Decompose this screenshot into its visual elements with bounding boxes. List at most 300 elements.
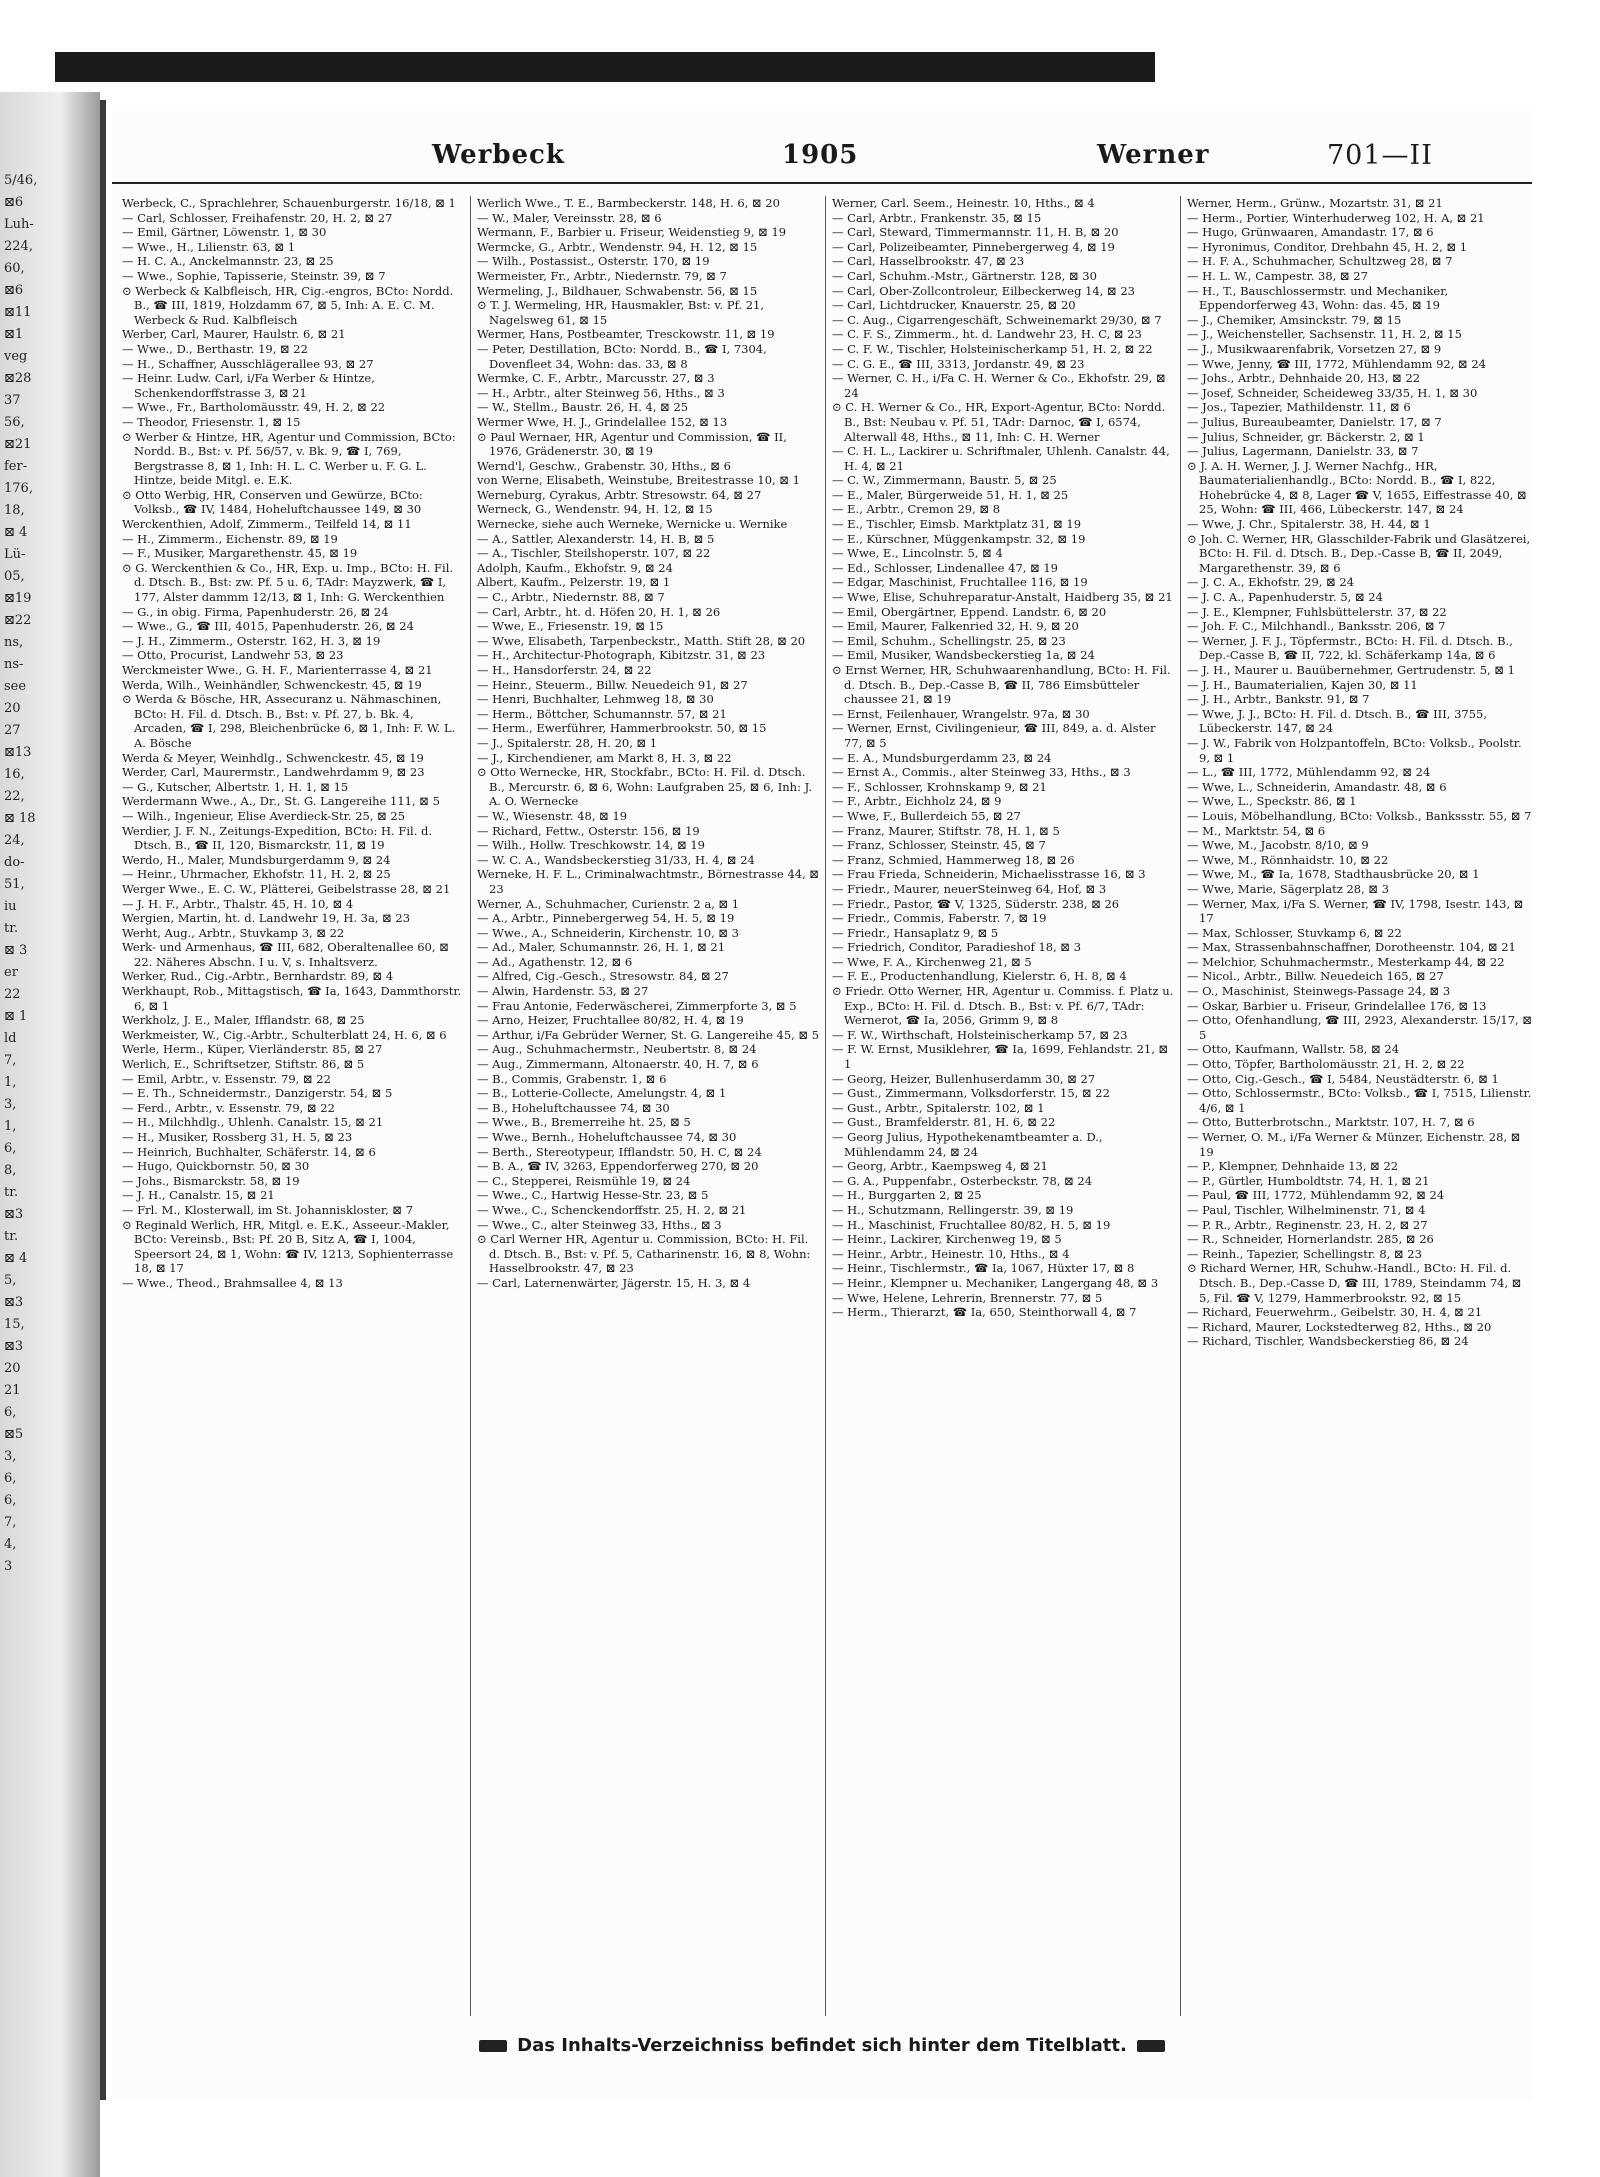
directory-entry: — Alwin, Hardenstr. 53, ⊠ 27 [477,984,649,999]
fragment-line: 21 [4,1383,21,1398]
fragment-line: fer- [4,459,28,474]
fragment-line: ⊠13 [4,745,32,760]
directory-entry: Werkholz, J. E., Maler, Ifflandstr. 68, ⊠ 25 [122,1013,365,1028]
fragment-line: 176, [4,481,33,496]
directory-entry: — Georg, Heizer, Bullenhuserdamm 30, ⊠ 27 [832,1071,1096,1086]
directory-entry: — Arthur, i/Fa Gebrüder Werner, St. G. Langereihe 45, ⊠ 5 [477,1027,820,1042]
directory-entry: ⊙ Paul Wernaer, HR, Agentur und Commission, ☎ II, 1976, Grädenerstr. 30, ⊠ 19 [477,429,787,459]
directory-entry: — H., Musiker, Rossberg 31, H. 5, ⊠ 23 [122,1130,353,1144]
directory-entry: — P. R., Arbtr., Reginenstr. 23, H. 2, ⊠ 27 [1187,1217,1428,1232]
directory-entry: — Emil, Schuhm., Schellingstr. 25, ⊠ 23 [832,633,1066,648]
directory-entry: — Johs., Bismarckstr. 58, ⊠ 19 [122,1173,300,1188]
directory-entry: — Wwe, Helene, Lehrerin, Brennerstr. 77, ⊠ 5 [832,1290,1103,1305]
directory-entry: — Julius, Bureaubeamter, Danielstr. 17, ⊠ 7 [1187,414,1442,429]
directory-entry: — Arno, Heizer, Fruchtallee 80/82, H. 4, ⊠ 19 [477,1013,744,1028]
header-first-name: Werbeck [432,140,565,170]
directory-entry: — Heinr., Steuerm., Billw. Neuedeich 91, ⊠ 27 [477,677,748,692]
directory-entry: — Wwe., B., Bremerreihe ht. 25, ⊠ 5 [477,1115,691,1130]
directory-entry: — H., Schaffner, Ausschlägerallee 93, ⊠ 27 [122,356,374,371]
directory-entry: — Oskar, Barbier u. Friseur, Grindelallee 176, ⊠ 13 [1187,998,1487,1013]
directory-entry: — F. E., Productenhandlung, Kielerstr. 6, H. 8, ⊠ 4 [832,969,1127,984]
directory-entry: — Wwe., Theod., Brahmsallee 4, ⊠ 13 [122,1275,343,1290]
directory-entry: ⊙ J. A. H. Werner, J. J. Werner Nachfg., HR, Baumaterialienhandlg., BCto: Nordd. B., ☎ I, 822, Hohebrücke 4, ⊠ 8, Lager ☎ V, 1655, Eiffestrasse 40, ⊠ 25, Wohn: ☎ III, 466, Lübeckerstr. 147, ⊠ 24 [1187,458,1527,517]
directory-entry: — Heinr., Lackirer, Kirchenweg 19, ⊠ 5 [832,1232,1062,1247]
directory-entry: — Werner, Max, i/Fa S. Werner, ☎ IV, 1798, Isestr. 143, ⊠ 17 [1187,896,1524,926]
directory-entry: — Franz, Maurer, Stiftstr. 78, H. 1, ⊠ 5 [832,823,1060,838]
directory-entry: Werker, Rud., Cig.-Arbtr., Bernhardstr. 89, ⊠ 4 [122,969,394,984]
column-divider [470,196,471,2016]
directory-entry: — Gust., Zimmermann, Volksdorferstr. 15, ⊠ 22 [832,1086,1110,1101]
directory-entry: — G., Kutscher, Albertstr. 1, H. 1, ⊠ 15 [122,779,349,794]
directory-entry: — C. F. S., Zimmerm., ht. d. Landwehr 23, H. C, ⊠ 23 [832,327,1142,342]
directory-entry: — C. W., Zimmermann, Baustr. 5, ⊠ 25 [832,473,1057,488]
directory-entry: — E. Th., Schneidermstr., Danzigerstr. 54, ⊠ 5 [122,1086,393,1101]
fragment-line: ld [4,1031,17,1046]
fragment-line: 16, [4,767,25,782]
directory-entry: — Carl, Ober-Zollcontroleur, Eilbeckerweg 14, ⊠ 23 [832,283,1135,298]
directory-entry: Wernd'l, Geschw., Grabenstr. 30, Hths., ⊠ 6 [477,458,731,473]
directory-entry: ⊙ Otto Werbig, HR, Conserven und Gewürze, BCto: Volksb., ☎ IV, 1484, Hoheluftchaussee 149, ⊠ 30 [122,487,423,517]
directory-entry: — Aug., Zimmermann, Altonaerstr. 40, H. 7, ⊠ 6 [477,1057,759,1072]
directory-entry: — E., Arbtr., Cremon 29, ⊠ 8 [832,502,1001,517]
directory-entry: — H., Architectur-Photograph, Kibitzstr. 31, ⊠ 23 [477,648,766,663]
directory-entry: — Otto, Cig.-Gesch., ☎ I, 5484, Neustädterstr. 6, ⊠ 1 [1187,1071,1499,1086]
directory-entry: — Emil, Maurer, Falkenried 32, H. 9, ⊠ 20 [832,619,1079,634]
directory-entry: — Wwe, E., Friesenstr. 19, ⊠ 15 [477,619,664,634]
directory-entry: Werner, A., Schuhmacher, Curienstr. 2 a, ⊠ 1 [477,896,740,911]
directory-entry: Wermer, Hans, Postbeamter, Tresckowstr. 11, ⊠ 19 [477,327,775,342]
fragment-line: 3 [4,1559,13,1574]
directory-entry: — G., in obig. Firma, Papenhuderstr. 26, ⊠ 24 [122,604,389,619]
fragment-line: ⊠11 [4,305,32,320]
fragment-line: 22 [4,987,21,1002]
fragment-line: 3, [4,1097,17,1112]
directory-entry: — Werner, O. M., i/Fa Werner & Münzer, Eichenstr. 28, ⊠ 19 [1187,1130,1521,1159]
directory-entry: ⊙ Werber & Hintze, HR, Agentur und Commission, BCto: Nordd. B., Bst: v. Pf. 56/57, v. Bk. 9, ☎ I, 769, Bergstrasse 8, ⊠ 1, Inh: H. L. C. Werber u. F. G. L. Hintze, beide Mitgl. e. E.K. [122,429,456,488]
fragment-line: 51, [4,877,25,892]
directory-entry: — Ad., Agathenstr. 12, ⊠ 6 [477,954,633,969]
directory-entry: — Emil, Arbtr., v. Essenstr. 79, ⊠ 22 [122,1071,331,1086]
directory-entry: — Joh. F. C., Milchhandl., Banksstr. 206, ⊠ 7 [1187,619,1446,634]
directory-entry: — Carl, Steward, Timmermannstr. 11, H. B, ⊠ 20 [832,225,1119,240]
directory-entry: Werneke, H. F. L., Criminalwachtmstr., Börnestrasse 44, ⊠ 23 [477,867,820,896]
directory-entry: — Wwe, E., Lincolnstr. 5, ⊠ 4 [832,546,1003,561]
directory-entry: — C. F. W., Tischler, Holsteinischerkamp 51, H. 2, ⊠ 22 [832,341,1153,356]
page-header [112,140,1532,180]
directory-entry: — Otto, Butterbrotschn., Marktstr. 107, H. 7, ⊠ 6 [1187,1115,1475,1130]
directory-entry: — Georg, Arbtr., Kaempsweg 4, ⊠ 21 [832,1159,1048,1174]
directory-entry: — B., Commis, Grabenstr. 1, ⊠ 6 [477,1071,667,1086]
directory-entry: — Werner, C. H., i/Fa C. H. Werner & Co., Ekhofstr. 29, ⊠ 24 [832,371,1166,400]
directory-entry: — Herm., Ewerführer, Hammerbrookstr. 50, ⊠ 15 [477,721,767,736]
directory-entry: — Berth., Stereotypeur, Ifflandstr. 50, H. C, ⊠ 24 [477,1144,762,1159]
directory-entry: — Werner, Ernst, Civilingenieur, ☎ III, 849, a. d. Alster 77, ⊠ 5 [832,721,1156,750]
directory-entry: — Franz, Schmied, Hammerweg 18, ⊠ 26 [832,852,1075,867]
directory-entry: — Otto, Ofenhandlung, ☎ III, 2923, Alexanderstr. 15/17, ⊠ 5 [1187,1013,1532,1042]
directory-entry: — Julius, Lagermann, Danielstr. 33, ⊠ 7 [1187,444,1419,459]
directory-entry: — E. A., Mundsburgerdamm 23, ⊠ 24 [832,750,1052,765]
directory-entry: Werkmeister, W., Cig.-Arbtr., Schulterblatt 24, H. 6, ⊠ 6 [122,1027,447,1042]
fragment-line: 18, [4,503,25,518]
directory-entry: — Friedr., Pastor, ☎ V, 1325, Süderstr. 238, ⊠ 26 [832,896,1120,911]
directory-entry: — Wwe, Elise, Schuhreparatur-Anstalt, Haidberg 35, ⊠ 21 [832,590,1173,605]
fragment-line: do- [4,855,25,870]
directory-entry: — Wwe, J. Chr., Spitalerstr. 38, H. 44, ⊠ 1 [1187,517,1431,532]
directory-entry: — Heinr., Klempner u. Mechaniker, Langergang 48, ⊠ 3 [832,1275,1159,1290]
fragment-line: er [4,965,18,980]
directory-entry: — J. H., Canalstr. 15, ⊠ 21 [122,1188,275,1203]
column-divider [1180,196,1181,2016]
directory-entry: — Hyronimus, Conditor, Drehbahn 45, H. 2, ⊠ 1 [1187,239,1468,254]
directory-entry: — C. H. L., Lackirer u. Schriftmaler, Uhlenh. Canalstr. 44, H. 4, ⊠ 21 [832,444,1170,473]
directory-entry: — Heinrich, Buchhalter, Schäferstr. 14, ⊠ 6 [122,1144,376,1159]
directory-entry: — L., ☎ III, 1772, Mühlendamm 92, ⊠ 24 [1187,765,1431,780]
directory-entry: — Friedr., Hansaplatz 9, ⊠ 5 [832,925,999,940]
directory-entry: — J. H., Baumaterialien, Kajen 30, ⊠ 11 [1187,677,1418,692]
directory-entry: ⊙ C. H. Werner & Co., HR, Export-Agentur, BCto: Nordd. B., Bst: Neubau v. Pf. 51, TAdr: Darnoc, ☎ I, 6574, Alterwall 48, Hths., ⊠ 11, Inh: C. H. Werner [832,400,1166,444]
directory-entry: — Wwe, J. J., BCto: H. Fil. d. Dtsch. B., ☎ III, 3755, Lübeckerstr. 147, ⊠ 24 [1187,706,1488,736]
fragment-line: 24, [4,833,25,848]
directory-entry: — E., Kürschner, Müggenkampstr. 32, ⊠ 19 [832,531,1086,546]
directory-entry: — Emil, Obergärtner, Eppend. Landstr. 6, ⊠ 20 [832,604,1107,619]
directory-entry: — B., Lotterie-Collecte, Amelungstr. 4, ⊠ 1 [477,1086,727,1101]
directory-entry: — H., Arbtr., alter Steinweg 56, Hths., ⊠ 3 [477,385,725,400]
directory-entry: — F. W. Ernst, Musiklehrer, ☎ Ia, 1699, Fehlandstr. 21, ⊠ 1 [832,1042,1169,1072]
directory-entry: — Heinr., Arbtr., Heinestr. 10, Hths., ⊠ 4 [832,1246,1070,1261]
fragment-line: tr. [4,1185,19,1200]
directory-entry: Werneck, G., Wendenstr. 94, H. 12, ⊠ 15 [477,502,713,517]
directory-entry: — Julius, Schneider, gr. Bäckerstr. 2, ⊠ 1 [1187,429,1425,444]
directory-entry: — H., Schutzmann, Rellingerstr. 39, ⊠ 19 [832,1202,1074,1217]
column-divider [825,196,826,2016]
pointing-hand-icon [479,2040,507,2052]
directory-entry: — J., Chemiker, Amsinckstr. 79, ⊠ 15 [1187,312,1402,327]
directory-entry: — F., Schlosser, Krohnskamp 9, ⊠ 21 [832,779,1047,794]
directory-entry: — H. F. A., Schuhmacher, Schultzweg 28, ⊠ 7 [1187,254,1453,269]
fragment-line: 6, [4,1405,17,1420]
directory-entry: Werneburg, Cyrakus, Arbtr. Stresowstr. 64, ⊠ 27 [477,487,762,502]
fragment-line: ⊠19 [4,591,32,606]
directory-entry: — Wwe, M., Rönnhaidstr. 10, ⊠ 22 [1187,852,1389,867]
fragment-line: 20 [4,1361,21,1376]
directory-entry: — A., Arbtr., Pinnebergerweg 54, H. 5, ⊠ 19 [477,911,735,926]
directory-entry: — Ernst A., Commis., alter Steinweg 33, Hths., ⊠ 3 [832,765,1131,780]
directory-entry: — M., Marktstr. 54, ⊠ 6 [1187,823,1326,838]
directory-entry: — Ed., Schlosser, Lindenallee 47, ⊠ 19 [832,560,1059,575]
directory-entry: — Wwe., C., Hartwig Hesse-Str. 23, ⊠ 5 [477,1188,709,1203]
directory-entry: — Peter, Destillation, BCto: Nordd. B., ☎ I, 7304, Dovenfleet 34, Wohn: das. 33, ⊠ 8 [477,341,767,371]
directory-entry: — Wwe., Fr., Bartholomäusstr. 49, H. 2, ⊠ 22 [122,400,386,415]
directory-entry: — Wwe., G., ☎ III, 4015, Papenhuderstr. 26, ⊠ 24 [122,619,414,634]
directory-entry: Albert, Kaufm., Pelzerstr. 19, ⊠ 1 [477,575,671,590]
directory-page [112,110,1532,2100]
directory-entry: — Wwe, L., Speckstr. 86, ⊠ 1 [1187,794,1357,809]
header-year: 1905 [782,140,859,170]
directory-entry: — Carl, Hasselbrookstr. 47, ⊠ 23 [832,254,1025,269]
directory-entry: — Frau Antonie, Federwäscherei, Zimmerpforte 3, ⊠ 5 [477,998,797,1013]
fragment-line: ⊠ 3 [4,943,28,958]
directory-entry: Werlich Wwe., T. E., Barmbeckerstr. 148, H. 6, ⊠ 20 [477,196,780,210]
directory-entry: Werbeck, C., Sprachlehrer, Schauenburgerstr. 16/18, ⊠ 1 [122,196,456,210]
directory-entry: — Louis, Möbelhandlung, BCto: Volksb., Bankssstr. 55, ⊠ 7 [1187,808,1532,823]
directory-entry: — Georg Julius, Hypothekenamtbeamter a. D., Mühlendamm 24, ⊠ 24 [832,1130,1103,1159]
directory-entry: — Carl, Schuhm.-Mstr., Gärtnerstr. 128, ⊠ 30 [832,268,1097,283]
directory-entry: — J. H., Zimmerm., Osterstr. 162, H. 3, ⊠ 19 [122,633,381,648]
directory-entry: — C. Aug., Cigarrengeschäft, Schweinemarkt 29/30, ⊠ 7 [832,312,1162,327]
fragment-line: ⊠21 [4,437,32,452]
fragment-line: ⊠3 [4,1207,24,1222]
pointing-hand-icon [1137,2040,1165,2052]
directory-entry: Wernecke, siehe auch Werneke, Wernicke u. Wernike [477,517,788,532]
directory-entry: — F. W., Wirthschaft, Holsteinischerkamp 57, ⊠ 23 [832,1027,1128,1042]
directory-entry: Werkhaupt, Rob., Mittagstisch, ☎ Ia, 1643, Dammthorstr. 6, ⊠ 1 [122,984,462,1013]
directory-entry: — W., Wiesenstr. 48, ⊠ 19 [477,808,628,823]
directory-entry: — Wwe, Elisabeth, Tarpenbeckstr., Matth. Stift 28, ⊠ 20 [477,633,806,648]
directory-entry: Werdermann Wwe., A., Dr., St. G. Langereihe 111, ⊠ 5 [122,794,440,809]
directory-entry: Wergien, Martin, ht. d. Landwehr 19, H. 3a, ⊠ 23 [122,911,411,926]
directory-entry: Werle, Herm., Küper, Vierländerstr. 85, ⊠ 27 [122,1042,383,1057]
directory-entry: — R., Schneider, Hornerlandstr. 285, ⊠ 26 [1187,1232,1434,1247]
fragment-line: ns, [4,635,24,650]
fragment-line: ⊠22 [4,613,32,628]
directory-entry: — Hugo, Quickbornstr. 50, ⊠ 30 [122,1159,310,1174]
directory-entry: — Josef, Schneider, Scheideweg 33/35, H. 1, ⊠ 30 [1187,385,1478,400]
directory-entry: — Wwe., C., Schenckendorffstr. 25, H. 2, ⊠ 21 [477,1202,747,1217]
directory-entry: — Nicol., Arbtr., Billw. Neuedeich 165, ⊠ 27 [1187,969,1444,984]
header-rule [112,182,1532,184]
fragment-line: 05, [4,569,25,584]
fragment-line: tr. [4,921,19,936]
directory-entry: — Ernst, Feilenhauer, Wrangelstr. 97a, ⊠ 30 [832,706,1090,721]
directory-entry: — Reinh., Tapezier, Schellingstr. 8, ⊠ 23 [1187,1246,1422,1261]
directory-entry: — H., Maschinist, Fruchtallee 80/82, H. 5, ⊠ 19 [832,1217,1111,1232]
column-3 [832,196,1177,2016]
directory-entry: — J., Weichensteller, Sachsenstr. 11, H. 2, ⊠ 15 [1187,327,1462,342]
directory-entry: — Friedrich, Conditor, Paradieshof 18, ⊠ 3 [832,940,1082,955]
directory-entry: ⊙ Otto Wernecke, HR, Stockfabr., BCto: H. Fil. d. Dtsch. B., Mercurstr. 6, ⊠ 6, Wohn: Laufgraben 25, ⊠ 6, Inh: J. A. O. Wernecke [477,765,812,809]
fragment-line: 27 [4,723,21,738]
directory-entry: — Frl. M., Klosterwall, im St. Johanniskloster, ⊠ 7 [122,1202,414,1217]
directory-entry: — Gust., Arbtr., Spitalerstr. 102, ⊠ 1 [832,1100,1045,1115]
fragment-line: ⊠3 [4,1339,24,1354]
directory-entry: — Wwe, L., Schneiderin, Amandastr. 48, ⊠ 6 [1187,779,1447,794]
directory-entry: — J., Musikwaarenfabrik, Vorsetzen 27, ⊠ 9 [1187,341,1442,356]
directory-entry: — Wwe., Bernh., Hoheluftchaussee 74, ⊠ 30 [477,1130,737,1144]
directory-entry: — H. C. A., Anckelmannstr. 23, ⊠ 25 [122,254,334,269]
directory-entry: Werk- und Armenhaus, ☎ III, 682, Oberaltenallee 60, ⊠ 22. Näheres Abschn. I u. V, s. Inhaltsverz. [122,940,449,969]
directory-entry: — Aug., Schuhmachermstr., Neubertstr. 8, ⊠ 24 [477,1042,757,1057]
directory-entry: Wermke, C. F., Arbtr., Marcusstr. 27, ⊠ 3 [477,371,715,386]
fragment-line: 5/46, [4,173,38,188]
directory-entry: — Edgar, Maschinist, Fruchtallee 116, ⊠ 19 [832,575,1088,590]
directory-entry: — Herm., Portier, Winterhuderweg 102, H. A, ⊠ 21 [1187,210,1485,225]
fragment-line: ns- [4,657,24,672]
directory-entry: — H., Milchhdlg., Uhlenh. Canalstr. 15, ⊠ 21 [122,1115,384,1130]
directory-entry: von Werne, Elisabeth, Weinstube, Breitestrasse 10, ⊠ 1 [477,473,800,488]
directory-entry: Werlich, E., Schriftsetzer, Stiftstr. 86, ⊠ 5 [122,1057,365,1072]
fragment-line: 5, [4,1273,17,1288]
fragment-line: ⊠3 [4,1295,24,1310]
directory-entry: — O., Maschinist, Steinwegs-Passage 24, ⊠ 3 [1187,984,1451,999]
directory-entry: — Otto, Procurist, Landwehr 53, ⊠ 23 [122,648,344,663]
fragment-line: ⊠ 4 [4,525,28,540]
directory-entry: ⊙ Werda & Bösche, HR, Assecuranz u. Nähmaschinen, BCto: H. Fil. d. Dtsch. B., Bst: v. Pf. 27, b. Bk. 4, Arcaden, ☎ I, 298, Bleichenbrücke 6, ⊠ 1, Inh: F. W. L. A. Bösche [122,692,456,750]
directory-entry: — A., Tischler, Steilshoperstr. 107, ⊠ 22 [477,546,711,561]
entry-columns [112,196,1532,2016]
directory-entry: — B. A., ☎ IV, 3263, Eppendorferweg 270, ⊠ 20 [477,1159,759,1174]
directory-entry: — Wwe, M., Jacobstr. 8/10, ⊠ 9 [1187,838,1369,853]
fragment-line: 3, [4,1449,17,1464]
directory-entry: Werht, Aug., Arbtr., Stuvkamp 3, ⊠ 22 [122,925,345,940]
fragment-line: ⊠6 [4,283,24,298]
directory-entry: Werda, Wilh., Weinhändler, Schwenckestr. 45, ⊠ 19 [122,677,422,692]
fragment-line: ⊠ 1 [4,1009,28,1024]
directory-entry: — Wwe, Jenny, ☎ III, 1772, Mühlendamm 92, ⊠ 24 [1187,356,1486,371]
directory-entry: — Carl, Laternenwärter, Jägerstr. 15, H. 3, ⊠ 4 [477,1275,751,1290]
directory-entry: — J., Spitalerstr. 28, H. 20, ⊠ 1 [477,735,658,750]
directory-entry: — C., Stepperei, Reismühle 19, ⊠ 24 [477,1173,691,1188]
fragment-line: ⊠5 [4,1427,24,1442]
directory-entry: ⊙ G. Werckenthien & Co., HR, Exp. u. Imp., BCto: H. Fil. d. Dtsch. B., Bst: zw. Pf. 5 u. 6, TAdr: Mayzwerk, ☎ I, 177, Alster dammm 12/13, ⊠ 1, Inh: G. Werckenthien [122,560,454,605]
directory-entry: — Frau Frieda, Schneiderin, Michaelisstrasse 16, ⊠ 3 [832,867,1146,882]
directory-entry: ⊙ Friedr. Otto Werner, HR, Agentur u. Commiss. f. Platz u. Exp., BCto: H. Fil. d. Dtsch. B., Bst: v. Pf. 6/7, TAdr: Wernerot, ☎ Ia, 2056, Grimm 9, ⊠ 8 [832,984,1174,1028]
directory-entry: — J. H., Maurer u. Bauübernehmer, Gertrudenstr. 5, ⊠ 1 [1187,663,1515,677]
directory-entry: — J. H., Arbtr., Bankstr. 91, ⊠ 7 [1187,692,1370,707]
directory-entry: — F., Musiker, Margarethenstr. 45, ⊠ 19 [122,546,358,561]
directory-entry: — Friedr., Commis, Faberstr. 7, ⊠ 19 [832,911,1047,926]
directory-entry: — E., Tischler, Eimsb. Marktplatz 31, ⊠ 19 [832,517,1082,532]
directory-entry: — C. G. E., ☎ III, 3313, Jordanstr. 49, ⊠ 23 [832,356,1085,371]
directory-entry: — Carl, Lichtdrucker, Knauerstr. 25, ⊠ 20 [832,298,1076,313]
directory-entry: — Wilh., Postassist., Osterstr. 170, ⊠ 19 [477,254,710,269]
directory-entry: — Wwe., H., Lilienstr. 63, ⊠ 1 [122,239,296,254]
directory-entry: — Alfred, Cig.-Gesch., Stresowstr. 84, ⊠ 27 [477,969,729,984]
directory-entry: Wermann, F., Barbier u. Friseur, Weidenstieg 9, ⊠ 19 [477,225,787,240]
directory-entry: — A., Sattler, Alexanderstr. 14, H. B, ⊠ 5 [477,531,715,546]
directory-entry: — Wwe, M., ☎ Ia, 1678, Stadthausbrücke 20, ⊠ 1 [1187,867,1480,882]
directory-entry: — Otto, Kaufmann, Wallstr. 58, ⊠ 24 [1187,1042,1400,1057]
directory-entry: — H., Hansdorferstr. 24, ⊠ 22 [477,663,652,677]
directory-entry: — Paul, Tischler, Wilhelminenstr. 71, ⊠ 4 [1187,1202,1426,1217]
directory-entry: — Friedr., Maurer, neuerSteinweg 64, Hof, ⊠ 3 [832,881,1107,896]
footer-note [112,2035,1532,2056]
directory-entry: — Wwe., A., Schneiderin, Kirchenstr. 10, ⊠ 3 [477,925,739,940]
directory-entry: — Theodor, Friesenstr. 1, ⊠ 15 [122,414,301,429]
directory-entry: — W. C. A., Wandsbeckerstieg 31/33, H. 4, ⊠ 24 [477,852,755,867]
directory-entry: Werger Wwe., E. C. W., Plätterei, Geibelstrasse 28, ⊠ 21 [122,881,451,896]
directory-entry: — Ferd., Arbtr., v. Essenstr. 79, ⊠ 22 [122,1100,335,1115]
directory-entry: — F., Arbtr., Eichholz 24, ⊠ 9 [832,794,1002,809]
fragment-line: Luh- [4,217,34,232]
fragment-line: 8, [4,1163,17,1178]
directory-entry: — Richard, Feuerwehrm., Geibelstr. 30, H. 4, ⊠ 21 [1187,1305,1483,1320]
directory-entry: — Henri, Buchhalter, Lehmweg 18, ⊠ 30 [477,692,714,707]
fragment-line: 224, [4,239,33,254]
directory-entry: Werder, Carl, Maurermstr., Landwehrdamm 9, ⊠ 23 [122,765,425,780]
directory-entry: ⊙ Ernst Werner, HR, Schuhwaarenhandlung, BCto: H. Fil. d. Dtsch. B., Dep.-Casse B, ☎ II, 786 Eimsbütteler chaussee 21, ⊠ 19 [832,663,1171,707]
directory-entry: — Ad., Maler, Schumannstr. 26, H. 1, ⊠ 21 [477,940,726,955]
directory-entry: Adolph, Kaufm., Ekhofstr. 9, ⊠ 24 [477,560,673,575]
fragment-line: 15, [4,1317,25,1332]
directory-entry: — Melchior, Schuhmachermstr., Mesterkamp 44, ⊠ 22 [1187,954,1505,969]
directory-entry: — Heinr., Tischlermstr., ☎ Ia, 1067, Hüxter 17, ⊠ 8 [832,1261,1135,1276]
directory-entry: — J. H. F., Arbtr., Thalstr. 45, H. 10, ⊠ 4 [122,896,354,911]
directory-entry: — H., Zimmerm., Eichenstr. 89, ⊠ 19 [122,531,338,546]
directory-entry: — Wwe., C., alter Steinweg 33, Hths., ⊠ 3 [477,1217,722,1232]
directory-entry: — H., Burggarten 2, ⊠ 25 [832,1188,982,1203]
directory-entry: — Carl, Polizeibeamter, Pinnebergerweg 4, ⊠ 19 [832,239,1115,254]
directory-entry: — J. W., Fabrik von Holzpantoffeln, BCto: Volksb., Poolstr. 9, ⊠ 1 [1187,735,1522,765]
page-number: 701—II [1327,140,1433,171]
directory-entry: — Wwe., D., Berthastr. 19, ⊠ 22 [122,341,308,356]
directory-entry: — E., Maler, Bürgerweide 51, H. 1, ⊠ 25 [832,487,1069,502]
directory-entry: — Carl, Arbtr., Frankenstr. 35, ⊠ 15 [832,210,1042,225]
directory-entry: Werda & Meyer, Weinhdlg., Schwenckestr. 45, ⊠ 19 [122,750,424,765]
directory-entry: ⊙ Reginald Werlich, HR, Mitgl. e. E.K., Asseeur.-Makler, BCto: Vereinsb., Bst: Pf. 20 B, Sitz A, ☎ I, 1004, Speersort 24, ⊠ 1, Wohn: ☎ IV, 1213, Sophienterrasse 18, ⊠ 17 [122,1217,454,1276]
fragment-line: ⊠28 [4,371,32,386]
fragment-line: veg [4,349,28,364]
directory-entry: — Carl, Arbtr., ht. d. Höfen 20, H. 1, ⊠ 26 [477,604,721,619]
fragment-line: 1, [4,1119,17,1134]
directory-entry: — W., Stellm., Baustr. 26, H. 4, ⊠ 25 [477,400,689,415]
directory-entry: Werner, Herm., Grünw., Mozartstr. 31, ⊠ 21 [1187,196,1443,210]
fragment-line: 56, [4,415,25,430]
fragment-line: 1, [4,1075,17,1090]
directory-entry: ⊙ Werbeck & Kalbfleisch, HR, Cig.-engros, BCto: Nordd. B., ☎ III, 1819, Holzdamm 67, ⊠ 5, Inh: A. E. C. M. Werbeck & Rud. Kalbfleisch [122,283,454,327]
directory-entry: ⊙ Carl Werner HR, Agentur u. Commission, BCto: H. Fil. d. Dtsch. B., Bst: v. Pf. 5, Catharinenstr. 16, ⊠ 8, Wohn: Hasselbrookstr. 47, ⊠ 23 [477,1232,811,1276]
fragment-line: ⊠ 4 [4,1251,28,1266]
directory-entry: Werdier, J. F. N., Zeitungs-Expedition, BCto: H. Fil. d. Dtsch. B., ☎ II, 120, Bismarckstr. 11, ⊠ 19 [122,823,433,853]
directory-entry: Werckmeister Wwe., G. H. F., Marienterrasse 4, ⊠ 21 [122,663,433,677]
fragment-line: Lü- [4,547,26,562]
gutter-shadow [100,100,106,2100]
directory-entry: — Paul, ☎ III, 1772, Mühlendamm 92, ⊠ 24 [1187,1188,1445,1203]
fragment-line: 20 [4,701,21,716]
directory-entry: — H. L. W., Campestr. 38, ⊠ 27 [1187,268,1368,283]
directory-entry: — P., Gürtler, Humboldtstr. 74, H. 1, ⊠ 21 [1187,1173,1430,1188]
directory-entry: — C., Arbtr., Niedernstr. 88, ⊠ 7 [477,590,665,605]
directory-entry: — Herm., Böttcher, Schumannstr. 57, ⊠ 21 [477,706,727,721]
directory-entry: Wermer Wwe, H. J., Grindelallee 152, ⊠ 13 [477,414,728,429]
directory-entry: — Max, Schlosser, Stuvkamp 6, ⊠ 22 [1187,925,1402,940]
directory-entry: Wermcke, G., Arbtr., Wendenstr. 94, H. 12, ⊠ 15 [477,239,758,254]
fragment-line: ⊠1 [4,327,24,342]
fragment-line: 4, [4,1537,17,1552]
column-2 [477,196,822,2016]
directory-entry: — Wwe, F. A., Kirchenweg 21, ⊠ 5 [832,954,1032,969]
directory-entry: — Otto, Töpfer, Bartholomäusstr. 21, H. 2, ⊠ 22 [1187,1057,1465,1072]
directory-entry: — Carl, Schlosser, Freihafenstr. 20, H. 2, ⊠ 27 [122,210,393,225]
directory-entry: — Max, Strassenbahnschaffner, Dorotheenstr. 104, ⊠ 21 [1187,940,1516,955]
fragment-line: 7, [4,1515,17,1530]
directory-entry: — Johs., Arbtr., Dehnhaide 20, H3, ⊠ 22 [1187,371,1421,386]
footer-text: Das Inhalts-Verzeichniss befindet sich hinter dem Titelblatt. [517,2035,1127,2056]
directory-entry: — P., Klempner, Dehnhaide 13, ⊠ 22 [1187,1159,1399,1174]
directory-entry: — J., Kirchendiener, am Markt 8, H. 3, ⊠ 22 [477,750,732,765]
directory-entry: — Wwe, Marie, Sägerplatz 28, ⊠ 3 [1187,881,1390,896]
fragment-line: 6, [4,1141,17,1156]
previous-page-fragment [4,170,94,2070]
directory-entry: — Heinr. Ludw. Carl, i/Fa Werber & Hintze, Schenkendorffstrasse 3, ⊠ 21 [122,371,375,400]
directory-entry: — Wwe, F., Bullerdeich 55, ⊠ 27 [832,808,1021,823]
directory-entry: ⊙ T. J. Wermeling, HR, Hausmakler, Bst: v. Pf. 21, Nagelsweg 61, ⊠ 15 [477,298,765,327]
column-1 [122,196,467,2016]
fragment-line: see [4,679,27,694]
directory-entry: Wermeling, J., Bildhauer, Schwabenstr. 56, ⊠ 15 [477,283,758,298]
directory-entry: — Jos., Tapezier, Mathildenstr. 11, ⊠ 6 [1187,400,1411,415]
header-last-name: Werner [1097,140,1210,170]
scan-black-bar [55,52,1155,82]
